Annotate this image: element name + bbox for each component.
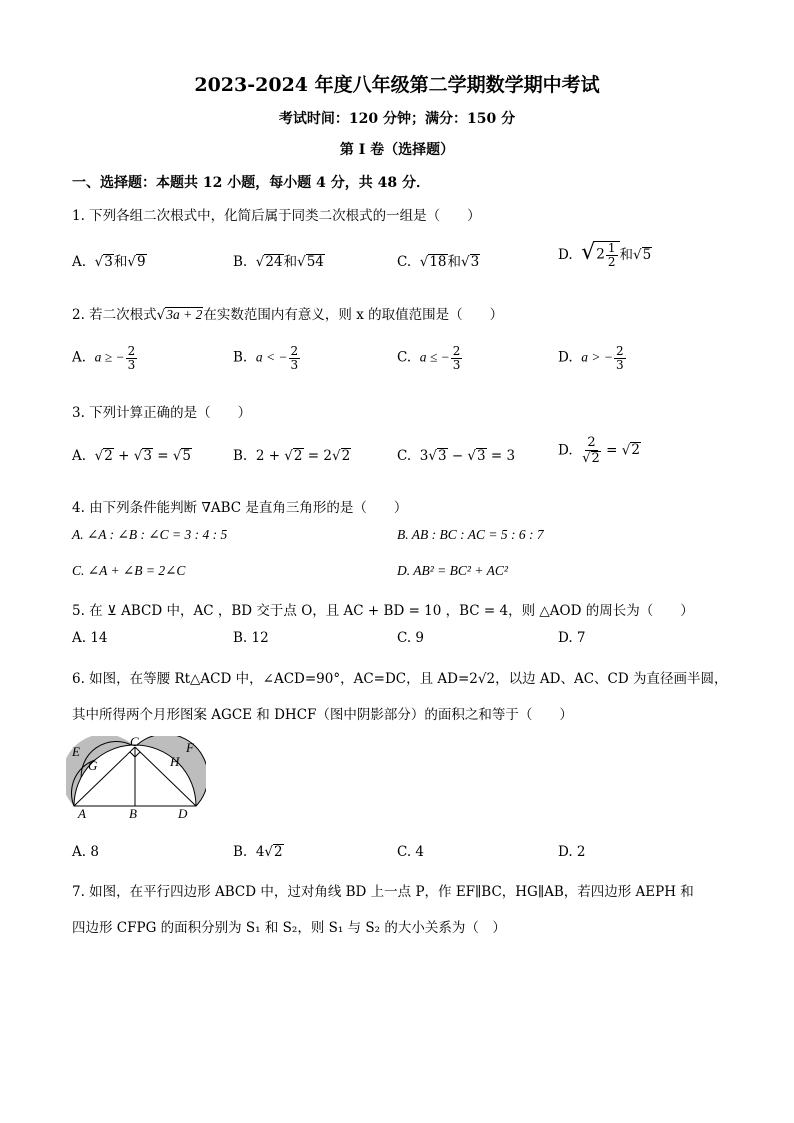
crescent-figure: [66, 736, 206, 822]
coef: 3: [419, 448, 429, 464]
question-2-stem: 2. 若二次根式√3a + 2在实数范围内有意义，则 x 的取值范围是（ ）: [72, 307, 504, 323]
option-letter: B.: [233, 349, 248, 366]
fraction: $\frac{2}{3}$: [452, 344, 461, 372]
option-letter: A.: [72, 254, 87, 270]
label-h: H: [170, 754, 180, 769]
conjunction: 和: [447, 254, 462, 270]
radicand: 3: [477, 448, 486, 464]
label-d: D: [178, 806, 188, 821]
section-heading: 一、选择题：本题共 12 小题，每小题 4 分，共 48 分．: [72, 175, 430, 191]
q1-option-b[interactable]: B. √24和√54: [233, 254, 324, 270]
inequality: a > −: [581, 349, 613, 365]
rhs: 3: [506, 448, 516, 464]
option-letter: C.: [397, 448, 412, 464]
q6-option-a[interactable]: A. 8: [72, 844, 99, 860]
question-5-stem: 5. 在 ⊻ ABCD 中，AC ，BD 交于点 O，且 AC + BD = 10 ，BC = 4，则 △AOD 的周长为（ ）: [72, 603, 694, 619]
radicand: 3: [470, 254, 480, 270]
q2-option-a[interactable]: [72, 345, 138, 371]
q1-option-c[interactable]: C. √18和√3: [397, 254, 480, 270]
question-1-stem: 1. 下列各组二次根式中，化简后属于同类二次根式的一组是（ ）: [72, 208, 481, 224]
radicand: 5: [182, 448, 192, 464]
radicand: 2: [274, 844, 283, 860]
option-letter: B.: [233, 254, 248, 270]
radicand: 2: [293, 448, 303, 464]
q1-option-a[interactable]: A. √3和√9: [72, 254, 146, 270]
q4-option-d[interactable]: D. AB² = BC² + AC²: [397, 563, 508, 578]
question-6-stem-line1: 6. 如图，在等腰 Rt△ACD 中，∠ACD=90°，AC=DC，且 AD=2√2，以边 AD、AC、CD 为直径画半圆，: [72, 671, 728, 687]
page-title: 2023-2024 年度八年级第二学期数学期中考试: [194, 74, 600, 96]
q4-option-c[interactable]: C. ∠A + ∠B = 2∠C: [72, 563, 186, 578]
q5-option-a[interactable]: A. 14: [72, 630, 108, 646]
q2-option-d[interactable]: [558, 345, 627, 371]
option-letter: D.: [558, 349, 573, 366]
label-a: A: [78, 806, 86, 821]
q6-option-c[interactable]: C. 4: [397, 844, 425, 860]
q5-option-c[interactable]: C. 9: [397, 630, 425, 646]
expr-part: = 2: [303, 448, 332, 464]
label-c: C: [130, 736, 139, 749]
expr-part: 2 +: [255, 448, 285, 464]
radicand: 18: [429, 254, 447, 270]
q3-option-b[interactable]: B. 2 + √2 = 2√2: [233, 448, 351, 464]
q2-option-c[interactable]: [397, 345, 463, 371]
radicand: 3: [143, 448, 152, 464]
q2-option-b[interactable]: [233, 345, 301, 371]
fraction: $\frac{2}{√2}$: [582, 435, 600, 466]
radicand: 54: [306, 254, 324, 270]
radicand: 24: [265, 254, 283, 270]
question-6-stem-line2: 其中所得两个月形图案 AGCE 和 DHCF（图中阴影部分）的面积之和等于（ ）: [72, 707, 573, 723]
label-e: E: [72, 744, 80, 759]
inequality: a ≤ −: [419, 349, 450, 365]
radicand: 2: [631, 442, 640, 459]
q3-option-c[interactable]: C. 3√3 − √3 = 3: [397, 448, 516, 464]
q5-option-d[interactable]: D. 7: [558, 630, 586, 646]
option-letter: D.: [558, 442, 573, 459]
question-3-stem: 3. 下列计算正确的是（ ）: [72, 405, 252, 421]
q3-option-d[interactable]: D. $\frac{2}{√2}$ = √2: [558, 435, 640, 466]
inequality: a ≥ −: [94, 349, 125, 365]
conjunction: 和: [619, 247, 633, 263]
q6-option-d[interactable]: D. 2: [558, 844, 586, 860]
option-letter: C.: [397, 254, 412, 270]
radicand: 9: [136, 254, 146, 270]
label-b: B: [129, 806, 137, 821]
option-letter: B.: [233, 448, 248, 464]
stem-prefix: 2. 若二次根式: [72, 307, 157, 323]
question-7-stem-line1: 7. 如图，在平行四边形 ABCD 中，过对角线 BD 上一点 P，作 EF∥BC，HG∥AB，若四边形 AEPH 和: [72, 884, 694, 900]
coef: 4: [255, 844, 265, 860]
exam-info: 考试时间：120 分钟；满分：150 分: [278, 111, 516, 127]
label-f: F: [186, 740, 194, 755]
radicand: 3: [104, 254, 113, 270]
fraction: $\frac{2}{3}$: [290, 344, 299, 372]
q6-option-b[interactable]: B. 4√2: [233, 844, 283, 860]
label-g: G: [88, 758, 98, 773]
fraction: $\frac{1}{2}$: [607, 241, 616, 269]
conjunction: 和: [113, 254, 128, 270]
volume-heading: 第 I 卷（选择题）: [339, 142, 455, 158]
option-letter: C.: [397, 349, 412, 366]
stem-suffix: 在实数范围内有意义，则 x 的取值范围是（ ）: [203, 307, 504, 323]
q4-option-a[interactable]: A. ∠A : ∠B : ∠C = 3 : 4 : 5: [72, 527, 228, 542]
radicand: 2: [104, 448, 113, 464]
radicand: 5: [642, 247, 652, 263]
radicand: 3: [437, 448, 447, 464]
radicand: 3a + 2: [166, 307, 203, 322]
option-letter: A.: [72, 448, 87, 464]
q1-option-d[interactable]: D. √2 $\frac{1}{2}$ 和√5: [558, 240, 652, 269]
q4-option-b[interactable]: B. AB : BC : AC = 5 : 6 : 7: [397, 527, 544, 542]
question-7-stem-line2: 四边形 CFPG 的面积分别为 S₁ 和 S₂，则 S₁ 与 S₂ 的大小关系为（ ）: [72, 920, 506, 936]
radicand: 2: [341, 448, 351, 464]
option-letter: A.: [72, 349, 87, 366]
conjunction: 和: [283, 254, 298, 270]
q3-option-a[interactable]: A. √2 + √3 = √5: [72, 448, 192, 464]
fraction: $\frac{2}{3}$: [615, 344, 624, 372]
inequality: a < −: [255, 349, 288, 365]
option-letter: D.: [558, 247, 573, 263]
mixed-whole: 2: [596, 247, 605, 263]
fraction: $\frac{2}{3}$: [127, 344, 136, 372]
option-letter: B.: [233, 844, 248, 860]
q5-option-b[interactable]: B. 12: [233, 630, 269, 646]
question-4-stem: 4. 由下列条件能判断 ∇ABC 是直角三角形的是（ ）: [72, 500, 408, 516]
